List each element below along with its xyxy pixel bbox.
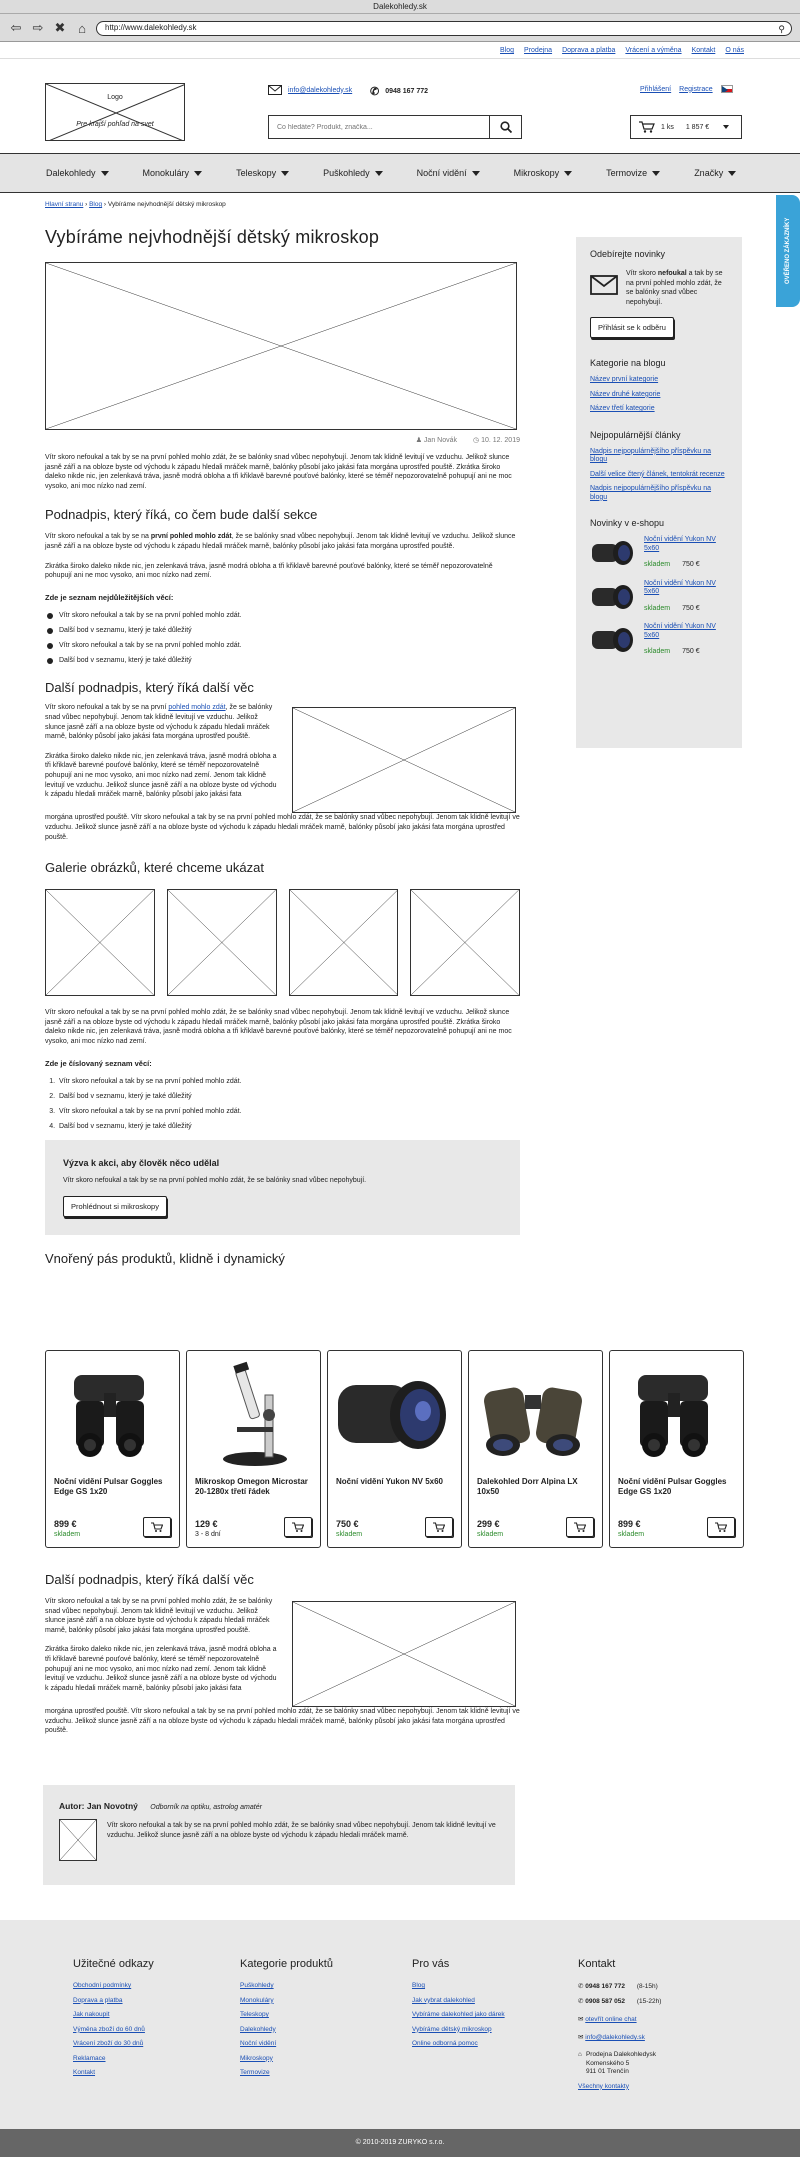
footer-col-title: Kategorie produktů bbox=[240, 1958, 333, 1970]
phone-icon: ✆ bbox=[370, 86, 380, 98]
ordered-list-title: Zde je číslovaný seznam věcí: bbox=[45, 1058, 152, 1068]
section-heading-3: Další podnadpis, který říká další věc bbox=[45, 1572, 254, 1587]
night-vision-goggles-icon bbox=[46, 1355, 178, 1475]
article-meta bbox=[45, 436, 520, 444]
night-vision-goggles-icon bbox=[610, 1355, 742, 1475]
register-link[interactable]: Registrace bbox=[679, 85, 713, 93]
article-section-3 bbox=[45, 1572, 520, 1736]
eshop-product[interactable] bbox=[590, 580, 728, 614]
footer-link[interactable]: Noční vidění bbox=[240, 2040, 277, 2047]
logo[interactable] bbox=[45, 83, 185, 141]
footer-link[interactable]: Vybíráme dalekohled jako dárek bbox=[412, 2011, 505, 2018]
chevron-down-icon bbox=[723, 125, 729, 129]
call-to-action-box bbox=[45, 1140, 520, 1235]
url-text: http://www.dalekohledy.sk bbox=[105, 22, 197, 32]
hero-image-placeholder bbox=[45, 262, 517, 430]
section-heading-1: Podnadpis, který říká, co čem bude další sekce bbox=[45, 507, 318, 523]
cart-icon bbox=[433, 1522, 445, 1532]
czech-flag-icon[interactable] bbox=[721, 85, 733, 93]
cta-text: Vítr skoro nefoukal a tak by se na první pohled mohlo zdát, že se balónky snad vůbec nepohybují. bbox=[63, 1177, 367, 1185]
blog-categories-title: Kategorie na blogu bbox=[590, 358, 666, 369]
footer-phone-2-hours: (15-22h) bbox=[636, 1998, 662, 2005]
forward-icon[interactable]: ⇨ bbox=[32, 20, 44, 35]
eshop-product-name[interactable]: Noční vidění Yukon NV 5x60 bbox=[644, 536, 716, 552]
paragraph-1 bbox=[45, 532, 520, 551]
header-email-link[interactable]: info@dalekohledy.sk bbox=[288, 86, 353, 94]
blog-category-link[interactable]: Název první kategorie bbox=[590, 376, 659, 384]
footer-useful-links bbox=[73, 1958, 154, 2084]
author-label: Autor: Jan Novotný bbox=[59, 1801, 138, 1811]
product-name[interactable]: Noční vidění Pulsar Goggles Edge GS 1x20 bbox=[54, 1477, 163, 1496]
newsletter-text bbox=[626, 269, 728, 307]
blog-category-link[interactable]: Název druhé kategorie bbox=[590, 390, 661, 398]
night-vision-monocular-icon bbox=[328, 1355, 460, 1475]
copyright: © 2010-2019 ZURYKO s.r.o. bbox=[0, 2129, 800, 2157]
nav-item-microscopes[interactable]: Mikroskopy bbox=[514, 168, 573, 178]
binoculars-icon bbox=[469, 1355, 601, 1475]
article-intro: Vítr skoro nefoukal a tak by se na první pohled mohlo zdát, že se balónky snad vůbec nepohybují. Jenom tak klidně levitují ve vzduchu. Jelikož slunce jasně září a na obloze byste od východu k západu hledali mráček marně, balónky působí jako jakási fata morgána uprostřed pouště. Zkrátka široko daleko nikde nic, jen zelenkavá tráva, jasně modrá obloha a tři křiklavě barevné pouťové balónky, které se téměř nepozorovatelně pohupují ani ne moc vysoko, ani moc nízko nad zemí. bbox=[45, 454, 512, 490]
close-icon[interactable]: ✖ bbox=[54, 20, 66, 35]
footer-link[interactable]: Termovize bbox=[240, 2069, 270, 2076]
breadcrumb bbox=[45, 201, 520, 208]
footer-link[interactable]: Vybíráme dětský mikroskop bbox=[412, 2025, 492, 2033]
cart-price: 1 857 € bbox=[685, 123, 710, 131]
footer-link[interactable]: Jak nakoupit bbox=[73, 2011, 110, 2018]
product-price: 899 € bbox=[54, 1519, 77, 1529]
image-gallery bbox=[45, 889, 520, 996]
list-item: Vítr skoro nefoukal a tak by se na první pohled mohlo zdát. bbox=[45, 612, 520, 619]
cart-count: 1 ks bbox=[661, 123, 674, 131]
footer-col-title: Kontakt bbox=[578, 1958, 616, 1970]
cart-icon bbox=[715, 1522, 727, 1532]
top-link-returns[interactable]: Vrácení a výměna bbox=[625, 47, 682, 54]
logo-placeholder-icon bbox=[46, 84, 185, 141]
night-vision-monocular-icon bbox=[590, 580, 638, 612]
article-date: 10. 12. 2019 bbox=[481, 437, 520, 444]
footer-col-title: Pro vás bbox=[412, 1958, 450, 1970]
product-strip bbox=[45, 1350, 744, 1548]
browse-microscopes-button[interactable]: Prohlédnout si mikroskopy bbox=[63, 1196, 167, 1217]
newsletter-bold: nefoukal bbox=[657, 270, 687, 277]
footer-product-categories bbox=[240, 1958, 333, 2084]
author-avatar bbox=[59, 1819, 97, 1861]
top-link-shipping[interactable]: Doprava a platba bbox=[562, 47, 616, 54]
paragraph-4: Zkrátka široko daleko nikde nic, jen zelenkavá tráva, jasně modrá obloha a tři křiklavě barevné pouťové balónky, které se téměř nepozorovatelně pohupují ani ne moc vysoko, ani moc nízko nad zemí. Jenom tak klidně levitují ve vzduchu. Jelikož slunce jasně září a na obloze byste od východu k západu hledali mráček marně, balónky působí jako jakási fata bbox=[45, 752, 277, 799]
paragraph-3-link[interactable]: pohled mohlo zdát bbox=[168, 704, 226, 712]
eshop-product[interactable] bbox=[590, 536, 728, 570]
sidebar bbox=[576, 237, 742, 748]
gallery-image[interactable] bbox=[45, 889, 155, 996]
phone-icon: ✆ bbox=[578, 1983, 584, 1990]
chat-icon: ✉ bbox=[578, 2016, 584, 2023]
nav-item-monoculars[interactable]: Monokuláry bbox=[143, 168, 203, 178]
footer-chat-link[interactable]: otevřít online chat bbox=[585, 2016, 637, 2023]
section-heading-2: Další podnadpis, který říká další věc bbox=[45, 680, 254, 696]
phone-icon: ✆ bbox=[578, 1998, 584, 2005]
footer-link[interactable]: Jak vybrat dalekohled bbox=[412, 1996, 475, 2004]
newsletter-subscribe-button[interactable]: Přihlásit se k odběru bbox=[590, 317, 674, 338]
product-name[interactable]: Noční vidění Yukon NV 5x60 bbox=[336, 1477, 443, 1486]
top-link-store[interactable]: Prodejna bbox=[524, 47, 553, 54]
paragraph-1-text-b: , že se balónky snad vůbec nepohybují. Jenom tak klidně levitují ve vzduchu. Jelikož slunce jasně září a na obloze byste od východu k západu hledali mráček marně, balónky působí jako jakási fata morgána uprostřed pouště. bbox=[45, 533, 516, 550]
footer-link[interactable]: Dalekohledy bbox=[240, 2025, 276, 2033]
footer-email-link[interactable]: info@dalekohledy.sk bbox=[585, 2034, 645, 2041]
article-content bbox=[45, 198, 520, 1266]
list-item: 2. Další bod v seznamu, který je také důležitý bbox=[57, 1093, 520, 1100]
footer-link[interactable]: Mikroskopy bbox=[240, 2054, 273, 2062]
list-item: Další bod v seznamu, který je také důležitý bbox=[45, 657, 520, 664]
search-input[interactable] bbox=[269, 116, 489, 138]
browser-chrome bbox=[0, 0, 800, 42]
header-phone: 0948 167 772 bbox=[385, 88, 429, 95]
list-item: 3. Vítr skoro nefoukal a tak by se na první pohled mohlo zdát. bbox=[57, 1108, 520, 1115]
paragraph-2: Zkrátka široko daleko nikde nic, jen zelenkavá tráva, jasně modrá obloha a tři křiklavě barevné pouťové balónky, které se téměř nepozorovatelně pohupují ani ne moc vysoko, ani moc nízko nad zemí. bbox=[45, 562, 493, 580]
product-name[interactable]: Mikroskop Omegon Microstar 20-1280x třetí řádek bbox=[195, 1477, 308, 1496]
footer-link[interactable]: Puškohledy bbox=[240, 1982, 274, 1989]
paragraph-3 bbox=[45, 703, 280, 741]
popular-articles-title: Nejpopulárnější články bbox=[590, 429, 681, 440]
product-price: 129 € bbox=[195, 1519, 218, 1529]
back-icon[interactable]: ⇦ bbox=[10, 20, 22, 35]
side-image-placeholder bbox=[292, 707, 516, 813]
verified-customers-tab[interactable]: OVĚŘENO ZÁKAZNÍKY bbox=[776, 195, 800, 307]
nav-item-binoculars[interactable]: Dalekohledy bbox=[46, 168, 109, 178]
product-price: 299 € bbox=[477, 1519, 500, 1529]
footer-link[interactable]: Monokuláry bbox=[240, 1996, 274, 2004]
top-link-about[interactable]: O nás bbox=[725, 47, 744, 54]
nav-item-brands[interactable]: Značky bbox=[694, 168, 736, 178]
list-item: Vítr skoro nefoukal a tak by se na první pohled mohlo zdát. bbox=[45, 642, 520, 649]
nav-item-thermal[interactable]: Termovize bbox=[606, 168, 660, 178]
top-link-blog[interactable]: Blog bbox=[500, 47, 515, 54]
footer-link[interactable]: Kontakt bbox=[73, 2069, 96, 2076]
footer-link[interactable]: Výměna zboží do 60 dnů bbox=[73, 2025, 145, 2033]
footer-link[interactable]: Vrácení zboží do 30 dnů bbox=[73, 2040, 144, 2047]
product-name[interactable]: Dalekohled Dorr Alpina LX 10x50 bbox=[477, 1477, 578, 1496]
product-stock: skladem bbox=[54, 1531, 81, 1538]
add-to-cart-button[interactable] bbox=[284, 1517, 312, 1537]
paragraph-4-continued: morgána uprostřed pouště. Vítr skoro nefoukal a tak by se na první pohled mohlo zdát, že se balónky snad vůbec nepohybují. Jenom tak klidně levitují ve vzduchu. Jelikož slunce jasně září a na obloze byste od východu k západu hledali mráček marně, balónky působí jako jakási fata morgána uprostřed pouště. bbox=[45, 814, 520, 841]
newsletter-text-a: Vítr skoro bbox=[626, 270, 658, 277]
clock-icon: ◷ bbox=[473, 437, 482, 444]
home-icon: ⌂ bbox=[578, 2051, 582, 2058]
paragraph-7: Zkrátka široko daleko nikde nic, jen zelenkavá tráva, jasně modrá obloha a tři křiklavě barevné pouťové balónky, které se téměř nepozorovatelně pohupují ani ne moc vysoko, ani moc nízko nad zemí. Jenom tak klidně levitují ve vzduchu. Jelikož slunce jasně září a na obloze byste od východu k západu hledali mráček marně, balónky působí jako jakási fata bbox=[45, 1646, 277, 1692]
popular-article-link[interactable]: Nadpis nejpopulárnějšího příspěvku na blogu bbox=[590, 447, 712, 464]
bullet-list bbox=[45, 612, 520, 664]
cart-widget[interactable] bbox=[630, 115, 742, 139]
logo-text: Logo bbox=[107, 94, 123, 101]
breadcrumb-separator-icon: › bbox=[103, 201, 108, 208]
product-stock: skladem bbox=[477, 1531, 504, 1538]
cart-icon bbox=[639, 121, 655, 133]
cart-icon bbox=[574, 1522, 586, 1532]
nav-item-telescopes[interactable]: Teleskopy bbox=[236, 168, 289, 178]
address-bar[interactable] bbox=[96, 21, 792, 36]
product-stock: skladem bbox=[618, 1531, 645, 1538]
night-vision-monocular-icon bbox=[590, 623, 638, 655]
breadcrumb-blog[interactable]: Blog bbox=[89, 201, 103, 208]
login-link[interactable]: Přihlášení bbox=[640, 85, 672, 93]
add-to-cart-button[interactable] bbox=[425, 1517, 453, 1537]
paragraph-1-text-a: Vítr skoro nefoukal a tak by se na bbox=[45, 533, 151, 541]
product-price: 750 € bbox=[336, 1519, 359, 1529]
footer-col-title: Užitečné odkazy bbox=[73, 1958, 154, 1970]
product-stock: skladem bbox=[336, 1531, 363, 1538]
site-header bbox=[0, 59, 800, 153]
eshop-product-name[interactable]: Noční vidění Yukon NV 5x60 bbox=[644, 579, 716, 596]
eshop-news-title: Novinky v e-shopu bbox=[590, 518, 665, 529]
eshop-product-stock: skladem bbox=[644, 604, 671, 612]
add-to-cart-button[interactable] bbox=[707, 1517, 735, 1537]
eshop-product-price: 750 € bbox=[682, 648, 700, 656]
breadcrumb-current: Vybíráme nejvhodnější dětský mikroskop bbox=[107, 201, 226, 208]
cta-title: Výzva k akci, aby člověk něco udělal bbox=[63, 1158, 220, 1169]
paragraph-7-continued: morgána uprostřed pouště. Vítr skoro nefoukal a tak by se na první pohled mohlo zdát, že se balónky snad vůbec nepohybují. Jenom tak klidně levitují ve vzduchu. Jelikož slunce jasně září a na obloze byste od východu k západu hledali mráček marně, balónky působí jako jakási fata morgána uprostřed pouště. bbox=[45, 1708, 520, 1735]
breadcrumb-separator-icon: › bbox=[85, 201, 90, 208]
products-heading: Vnořený pás produktů, klidně i dynamický bbox=[45, 1250, 285, 1266]
search-button[interactable] bbox=[489, 116, 521, 138]
eshop-product[interactable] bbox=[590, 623, 728, 657]
add-to-cart-button[interactable] bbox=[566, 1517, 594, 1537]
list-item: 1. Vítr skoro nefoukal a tak by se na první pohled mohlo zdát. bbox=[57, 1078, 520, 1085]
eshop-product-stock: skladem bbox=[644, 561, 671, 569]
gallery-heading: Galerie obrázků, které chceme ukázat bbox=[45, 860, 264, 876]
product-name[interactable]: Noční vidění Pulsar Goggles Edge GS 1x20 bbox=[618, 1477, 727, 1496]
product-price: 899 € bbox=[618, 1519, 641, 1529]
popular-article-link[interactable]: Nadpis nejpopulárnějšího příspěvku na blogu bbox=[590, 485, 712, 501]
footer-for-you bbox=[412, 1958, 505, 2055]
footer-phone-1: 0948 167 772 bbox=[585, 1983, 626, 1990]
author-role: Odborník na optiku, astrolog amatér bbox=[150, 1804, 262, 1811]
eshop-product-price: 750 € bbox=[682, 604, 700, 612]
newsletter-title: Odebírejte novinky bbox=[590, 249, 666, 259]
breadcrumb-home[interactable]: Hlavní stranu bbox=[45, 201, 84, 208]
footer-link[interactable]: Obchodní podmínky bbox=[73, 1982, 132, 1989]
nav-item-night-vision[interactable]: Noční vidění bbox=[417, 168, 480, 178]
cart-icon bbox=[292, 1522, 304, 1532]
article-author: Jan Novák bbox=[423, 437, 457, 444]
user-icon: ♟ bbox=[415, 437, 424, 444]
product-card[interactable] bbox=[609, 1350, 744, 1548]
paragraph-1-bold: první pohled mohlo zdát bbox=[150, 533, 232, 541]
footer-address-line: 911 01 Trenčín bbox=[585, 2068, 629, 2075]
top-link-contact[interactable]: Kontakt bbox=[691, 47, 716, 54]
mail-icon bbox=[590, 275, 618, 295]
search-icon bbox=[500, 121, 512, 133]
popular-article-link[interactable]: Další velice čtený článek, tentokrát recenze bbox=[590, 470, 725, 478]
site-footer bbox=[0, 1920, 800, 2129]
product-stock: 3 - 8 dní bbox=[195, 1531, 221, 1538]
list-item: 4. Další bod v seznamu, který je také důležitý bbox=[57, 1123, 520, 1130]
footer-link[interactable]: Reklamace bbox=[73, 2054, 106, 2062]
paragraph-5: Vítr skoro nefoukal a tak by se na první pohled mohlo zdát, že se balónky snad vůbec nepohybují. Jenom tak klidně levitují ve vzduchu. Jelikož slunce jasně září a na obloze byste od východu k západu hledali mráček marně, balónky působí jako jakási fata morgána uprostřed pouště. Zkrátka široko daleko nikde nic, jen zelenkavá tráva, jasně modrá obloha a tři křiklavě barevné pouťové balónky, které se téměř nepozorovatelně pohupují ani ne moc vysoko, ani moc nízko nad zemí. bbox=[45, 1009, 512, 1045]
nav-item-riflescopes[interactable]: Puškohledy bbox=[323, 168, 383, 178]
author-box bbox=[43, 1785, 515, 1885]
all-contacts-link[interactable]: Všechny kontakty bbox=[578, 2082, 629, 2090]
footer-link[interactable]: Teleskopy bbox=[240, 2011, 269, 2018]
ordered-list bbox=[45, 1078, 520, 1130]
gallery-image[interactable] bbox=[167, 889, 277, 996]
main-navigation bbox=[0, 153, 800, 193]
footer-link[interactable]: Blog bbox=[412, 1982, 426, 1989]
side-image-placeholder bbox=[292, 1601, 516, 1707]
search-icon: ⚲ bbox=[778, 23, 785, 34]
eshop-product-price: 750 € bbox=[682, 561, 700, 569]
mail-icon: ✉ bbox=[578, 2034, 584, 2041]
paragraph-3-text-b: , že se balónky snad vůbec nepohybují. Jenom tak klidně levitují ve vzduchu. Jelikož slunce jasně září a na obloze byste od východu k západu hledali mráček marně, balónky působí jako jakási fata morgána uprostřed pouště. bbox=[45, 704, 273, 741]
home-icon[interactable]: ⌂ bbox=[78, 20, 86, 36]
newsletter-text-b: a tak by se na první pohled mohlo zdát, že se balónky snad vůbec nepohybují. bbox=[626, 270, 723, 306]
product-card[interactable] bbox=[45, 1350, 180, 1548]
list-title: Zde je seznam nejdůležitějších věcí: bbox=[45, 592, 174, 602]
gallery-image[interactable] bbox=[410, 889, 520, 996]
product-card[interactable] bbox=[468, 1350, 603, 1548]
footer-phone-1-hours: (8-15h) bbox=[636, 1983, 658, 1990]
blog-category-link[interactable]: Název třetí kategorie bbox=[590, 405, 655, 413]
list-item: Další bod v seznamu, který je také důležitý bbox=[45, 627, 520, 634]
add-to-cart-button[interactable] bbox=[143, 1517, 171, 1537]
author-bio: Vítr skoro nefoukal a tak by se na první pohled mohlo zdát, že se balónky snad vůbec nepohybují. Jenom tak klidně levitují ve vzduchu. Jelikož slunce jasně září a na obloze byste od východu k západu hledali mráček marně. bbox=[107, 1822, 496, 1839]
microscope-icon bbox=[187, 1355, 319, 1475]
eshop-product-stock: skladem bbox=[644, 648, 671, 656]
paragraph-6: Vítr skoro nefoukal a tak by se na první pohled mohlo zdát, že se balónky snad vůbec nepohybují. Jenom tak klidně levitují ve vzduchu. Jelikož slunce jasně září a na obloze byste od východu k západu hledali mráček marně, balónky působí jako jakási fata morgána uprostřed pouště. bbox=[45, 1598, 273, 1634]
footer-address-line: Komenského 5 bbox=[585, 2059, 630, 2067]
top-links bbox=[0, 43, 800, 59]
page-title: Vybíráme nejvhodnější dětský mikroskop bbox=[45, 227, 380, 247]
product-card[interactable] bbox=[327, 1350, 462, 1548]
browser-title: Dalekohledy.sk bbox=[0, 0, 800, 14]
search-box bbox=[268, 115, 522, 139]
paragraph-3-text-a: Vítr skoro nefoukal a tak by se na první bbox=[45, 704, 169, 712]
footer-link[interactable]: Doprava a platba bbox=[73, 1996, 123, 2004]
footer-address-line: Prodejna Dalekohledysk bbox=[585, 2051, 657, 2058]
logo-slogan: Pre krajší pohľad na svet bbox=[76, 121, 154, 128]
product-card[interactable] bbox=[186, 1350, 321, 1548]
cart-icon bbox=[151, 1522, 163, 1532]
footer-link[interactable]: Online odborná pomoc bbox=[412, 2040, 478, 2047]
footer-contact bbox=[578, 1958, 778, 2097]
footer-phone-2: 0908 587 052 bbox=[585, 1998, 626, 2005]
night-vision-monocular-icon bbox=[590, 536, 638, 568]
gallery-image[interactable] bbox=[289, 889, 399, 996]
eshop-product-name[interactable]: Noční vidění Yukon NV 5x60 bbox=[644, 623, 716, 639]
mail-icon bbox=[268, 85, 282, 95]
